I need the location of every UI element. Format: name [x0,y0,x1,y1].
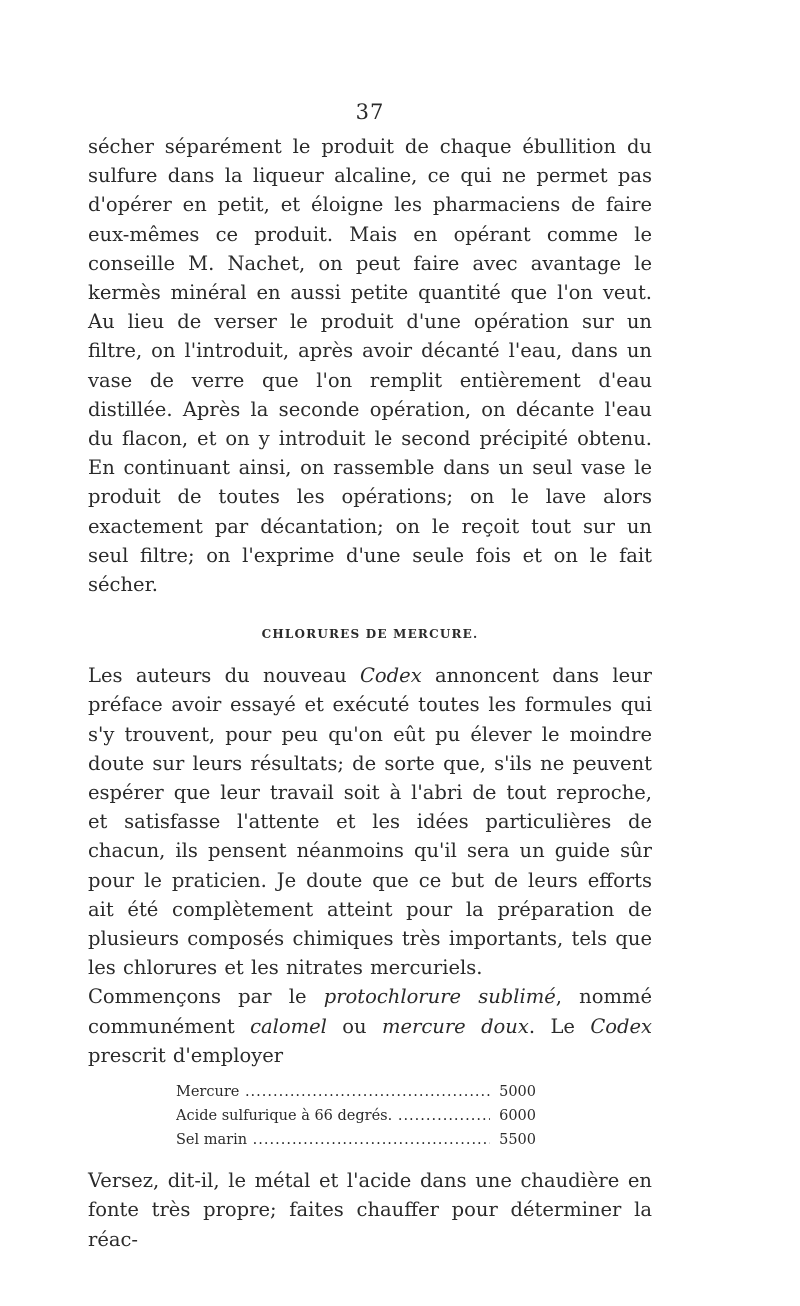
paragraph-text: . Le [528,1014,591,1038]
paragraph-versez: Versez, dit-il, le métal et l'acide dans une chaudière en fonte très propre; faites chauffer pour déterminer la réac- [88,1169,652,1251]
page-number: 37 [355,100,385,124]
recipe-row [176,1128,536,1152]
recipe-ingredient [176,1104,490,1128]
leader-dots [247,1132,490,1148]
calomel-term: calomel [250,1014,327,1038]
paragraph-kermes: sécher séparément le produit de chaque ébullition du sulfure dans la liqueur alcaline, ce qui ne permet pas d'opérer en petit, et éloigne les pharmaciens de faire eux-mêmes ce produit. Mais en opérant comme le conseille M. Nachet, on peut faire avec avantage le kermès minéral en aussi petite quantité que l'on veut. Au lieu de verser le produit d'une opération sur un filtre, on l'introduit, après avoir décanté l'eau, dans un vase de verre que l'on remplit entièrement d'eau distillée. Après la seconde opération, on décante l'eau du flacon, et on y introduit le second précipité obtenu. En continuant ainsi, on rassemble dans un seul vase le produit de toutes les opérations; on le lave alors exactement par décantation; on le reçoit tout sur un seul filtre; on l'exprime d'une seule fois et on le fait sécher. [88,135,652,597]
recipe-quantity: 5000 [499,1084,536,1101]
leader-dots [392,1108,490,1124]
codex-title: Codex [360,664,422,688]
recipe-row [176,1104,536,1128]
mercure-doux-term: mercure doux [382,1014,529,1038]
recipe-quantity: 6000 [499,1108,536,1125]
recipe-ingredient [176,1128,490,1152]
paragraph-text: , nommé communément [88,985,652,1038]
paragraph-text: annoncent dans leur préface avoir essayé et exécuté toutes les formules qui s'y trouvent, pour peu qu'on eût pu élever le moindre doute sur leurs résultats; de sorte que, s'ils ne peuvent espérer que leur travail soit à l'abri de tout reproche, et satisfasse l'attente et les idées particulières de chacun, ils pensent néanmoins qu'il sera un guide sûr pour le praticien. Je doute que ce but de leurs efforts ait été complètement atteint pour la préparation de plusieurs composés chimiques très importants, tels que les chlorures et les nitrates mercuriels. [88,664,652,980]
ingredient-name: Mercure [176,1084,240,1101]
ingredient-name: Acide sulfurique à 66 degrés. [176,1108,393,1125]
paragraph-calomel [88,982,652,1070]
paragraph-text: Les auteurs du nouveau [88,664,361,688]
paragraph-codex-preface [88,661,652,982]
recipe-row [176,1080,536,1104]
ingredient-name: Sel marin [176,1132,248,1149]
leader-dots [239,1084,490,1100]
recipe-ingredient [176,1080,490,1104]
recipe-quantity: 5500 [499,1132,536,1149]
book-page [88,100,652,1254]
paragraph-text: ou [326,1014,382,1038]
protochlorure-term: protochlorure sublimé [323,985,556,1009]
paragraph-text: prescrit d'employer [88,1043,284,1067]
section-heading: CHLORURES DE MERCURE. [261,627,479,642]
codex-title: Codex [590,1014,653,1038]
recipe-table [176,1080,536,1152]
paragraph-text: Commençons par le [88,985,324,1009]
